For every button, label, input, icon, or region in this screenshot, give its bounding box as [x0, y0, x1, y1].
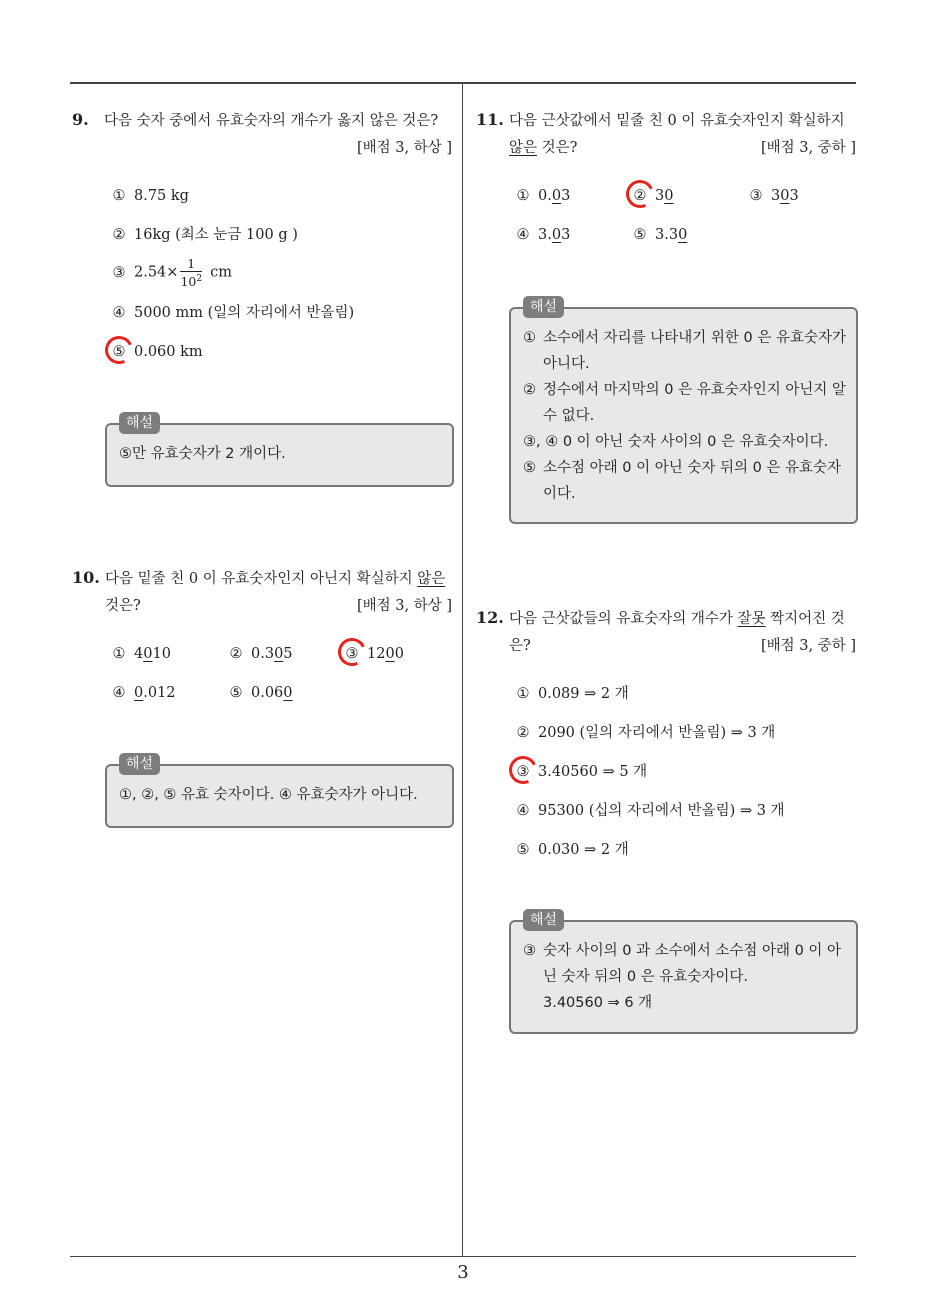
option-5[interactable]	[631, 225, 687, 245]
option-text: 3.40560 ⇒ 5 개	[538, 764, 648, 780]
question-9-stem	[72, 106, 454, 162]
option-marker: ⑤	[633, 227, 647, 243]
option-3[interactable]	[343, 644, 404, 664]
underlined-keyword: 않은	[509, 140, 538, 156]
option-text-a: 4	[134, 646, 144, 662]
option-marker: ①	[112, 188, 126, 204]
fraction-denominator	[180, 272, 202, 289]
question-12	[476, 604, 858, 1011]
option-marker: ②	[229, 646, 243, 662]
question-text-cont: 것은?	[105, 598, 141, 614]
question-text: 다음 밑줄 친 0 이 유효숫자인지 아닌지 확실하지	[105, 571, 418, 587]
option-2[interactable]	[631, 186, 673, 206]
option-text-b: 3	[561, 188, 571, 204]
explanation-box	[509, 912, 858, 1034]
score-difficulty: [배점 3, 하상 ]	[356, 140, 452, 156]
answer-circle-icon	[334, 634, 370, 670]
option-marker: ②	[112, 227, 126, 243]
option-text-a: 0.3	[251, 646, 275, 662]
explanation-box	[509, 299, 858, 524]
option-marker-selected	[343, 644, 361, 664]
explanation-text: 소수점 아래 0 이 아닌 숫자 뒤의 0 은 유효숫자이다.	[543, 460, 842, 502]
option-3[interactable]	[747, 186, 799, 206]
option-text-a: 0.06	[251, 685, 284, 701]
explanation-marker: ①	[523, 330, 536, 346]
underlined-zero: 0	[283, 685, 293, 701]
column-divider	[462, 83, 463, 1256]
underlined-keyword: 않은	[417, 571, 446, 587]
option-1[interactable]	[514, 186, 570, 206]
explanation-text: 정수에서 마지막의 0 은 유효숫자인지 아닌지 알 수 없다.	[543, 382, 847, 424]
explanation-line-1	[523, 938, 846, 990]
explanation-tag: 해설	[523, 909, 564, 931]
option-marker: ②	[516, 725, 530, 741]
option-text: 0.060 km	[134, 344, 203, 360]
explanation-box	[105, 415, 454, 487]
option-text-a: 3.3	[655, 227, 679, 243]
option-text: 16kg (최소 눈금 100 g )	[134, 227, 298, 243]
top-rule	[70, 82, 856, 84]
option-marker: ④	[112, 685, 126, 701]
underlined-keyword: 잘못	[737, 611, 766, 627]
explanation-box	[105, 756, 454, 828]
question-11-stem	[476, 106, 858, 162]
option-1[interactable]	[110, 186, 189, 206]
option-text-prefix: 2.54×	[134, 264, 179, 281]
question-text-end: 은?	[509, 638, 531, 654]
option-marker: ④	[516, 227, 530, 243]
marker-glyph: ③	[516, 764, 530, 780]
question-9	[72, 106, 454, 462]
score-difficulty: [배점 3, 하상 ]	[356, 598, 452, 614]
question-number: 9.	[72, 110, 89, 129]
option-4[interactable]	[110, 683, 176, 703]
answer-circle-icon	[505, 752, 541, 788]
marker-glyph: ⑤	[112, 344, 126, 360]
underlined-zero: 0	[551, 227, 562, 243]
explanation-text: ⑤만 유효숫자가 2 개이다.	[119, 446, 286, 462]
explanation-marker: ⑤	[523, 460, 536, 476]
fraction-numerator: 1	[180, 256, 202, 272]
underlined-zero: 0	[274, 646, 284, 662]
option-marker: ①	[112, 646, 126, 662]
option-text-a: 3	[655, 188, 665, 204]
option-marker-selected	[631, 186, 649, 206]
question-11	[476, 106, 858, 502]
option-3[interactable]	[514, 762, 647, 782]
option-2[interactable]	[110, 225, 298, 245]
page-number: 3	[457, 1262, 469, 1283]
option-text-a: 0.	[538, 188, 552, 204]
option-5[interactable]	[227, 683, 293, 703]
underlined-zero: 0	[780, 188, 790, 204]
explanation-tag: 해설	[523, 296, 564, 318]
explanation-line-2	[523, 377, 846, 429]
explanation-tag: 해설	[119, 412, 160, 434]
explanation-line-4	[523, 455, 846, 507]
option-text-b: 3	[789, 188, 799, 204]
question-12-stem	[476, 604, 858, 660]
explanation-line-1	[523, 325, 846, 377]
denominator-exponent: 2	[196, 274, 203, 284]
question-text-cont: 것은?	[537, 140, 578, 156]
underlined-zero: 0	[385, 646, 395, 662]
explanation-tag: 해설	[119, 753, 160, 775]
option-2[interactable]	[514, 723, 775, 743]
option-text-a: 3	[771, 188, 781, 204]
option-5[interactable]	[514, 840, 629, 860]
option-marker: ①	[516, 188, 530, 204]
question-number: 11.	[476, 110, 504, 129]
option-1[interactable]	[514, 684, 629, 704]
marker-glyph: ②	[633, 188, 647, 204]
question-text: 다음 숫자 중에서 유효숫자의 개수가 옳지 않은 것은?	[104, 113, 439, 129]
option-marker: ①	[516, 686, 530, 702]
option-text: 8.75 kg	[134, 188, 189, 204]
score-difficulty: [배점 3, 중하 ]	[760, 638, 856, 654]
question-text-cont: 짝지어진 것	[765, 611, 845, 627]
underlined-zero: 0	[551, 188, 562, 204]
option-text: 95300 (십의 자리에서 반올림) ⇒ 3 개	[538, 803, 785, 819]
option-text: 2090 (일의 자리에서 반올림) ⇒ 3 개	[538, 725, 776, 741]
option-text: 0.030 ⇒ 2 개	[538, 842, 629, 858]
option-unit: cm	[210, 264, 232, 281]
option-3[interactable]	[110, 256, 232, 289]
marker-glyph: ③	[345, 646, 359, 662]
option-1[interactable]	[110, 644, 171, 664]
explanation-line-3: ③, ④ 0 이 아닌 숫자 사이의 0 은 유효숫자이다.	[523, 434, 829, 450]
question-number: 10.	[72, 568, 100, 587]
question-text: 다음 근삿값들의 유효숫자의 개수가	[509, 611, 738, 627]
option-marker: ④	[112, 305, 126, 321]
option-marker: ③	[749, 188, 763, 204]
option-text-b: .012	[143, 685, 176, 701]
explanation-text: 숫자 사이의 0 과 소수에서 소수점 아래 0 이 아닌 숫자 뒤의 0 은 유효숫자이다.	[543, 943, 842, 985]
explanation-text: 소수에서 자리를 나타내기 위한 0 은 유효숫자가 아니다.	[543, 330, 847, 372]
option-5[interactable]	[110, 342, 203, 362]
explanation-text: ①, ②, ⑤ 유효 숫자이다. ④ 유효숫자가 아니다.	[119, 787, 418, 803]
option-text: 5000 mm (일의 자리에서 반올림)	[134, 305, 355, 321]
option-text-b: 5	[283, 646, 293, 662]
explanation-result: 3.40560 ⇒ 6 개	[543, 995, 653, 1011]
question-text: 다음 근삿값에서 밑줄 친 0 이 유효숫자인지 확실하지	[509, 113, 845, 129]
option-marker-selected	[514, 762, 532, 782]
option-marker-selected	[110, 342, 128, 362]
underlined-zero: 0	[134, 685, 144, 701]
explanation-marker: ③	[523, 943, 536, 959]
option-text-b: 10	[152, 646, 171, 662]
score-difficulty: [배점 3, 중하 ]	[760, 140, 856, 156]
option-text-b: 0	[394, 646, 404, 662]
option-text-b: 3	[561, 227, 571, 243]
option-marker: ④	[516, 803, 530, 819]
answer-circle-icon	[622, 176, 658, 212]
explanation-marker: ②	[523, 382, 536, 398]
answer-circle-icon	[101, 332, 137, 368]
option-marker: ⑤	[229, 685, 243, 701]
option-marker: ③	[112, 264, 126, 281]
option-text: 0.089 ⇒ 2 개	[538, 686, 629, 702]
option-2[interactable]	[227, 644, 293, 664]
option-text-a: 3.	[538, 227, 552, 243]
option-4[interactable]	[514, 225, 570, 245]
question-10-stem	[72, 564, 454, 620]
question-number: 12.	[476, 608, 504, 627]
option-4[interactable]	[110, 303, 354, 323]
option-4[interactable]	[514, 801, 785, 821]
underlined-zero: 0	[678, 227, 688, 243]
bottom-rule	[70, 1256, 856, 1257]
fraction	[180, 256, 202, 289]
option-marker: ⑤	[516, 842, 530, 858]
underlined-zero: 0	[143, 646, 153, 662]
option-text-a: 12	[367, 646, 386, 662]
denominator-base: 10	[180, 274, 197, 290]
underlined-zero: 0	[664, 188, 674, 204]
question-10	[72, 564, 454, 803]
